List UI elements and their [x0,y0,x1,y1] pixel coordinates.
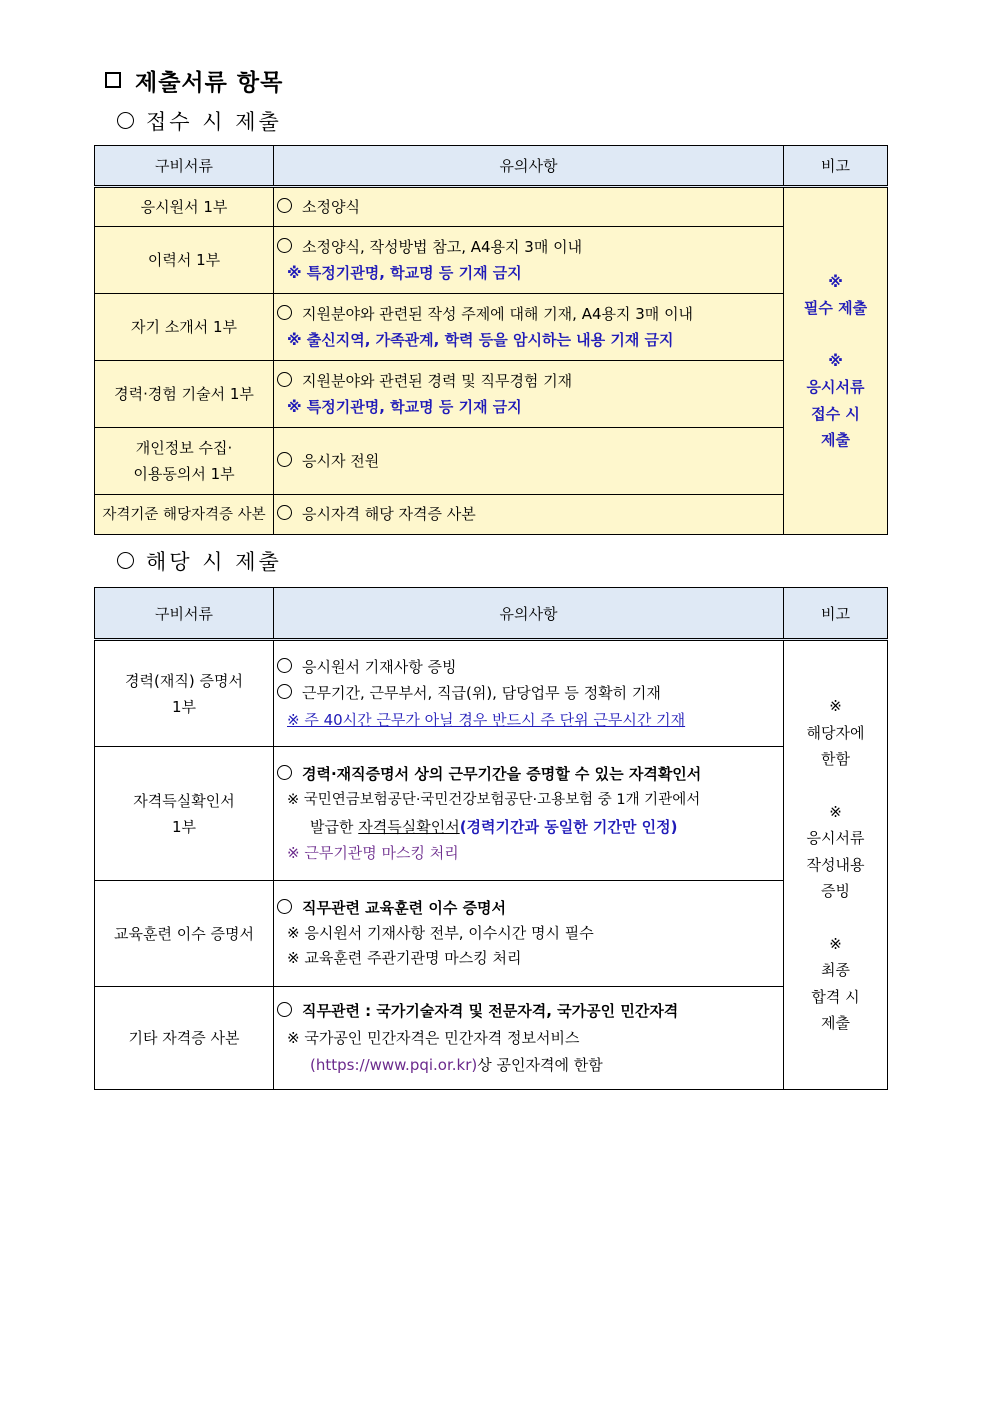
header-remark: 비고 [784,588,888,640]
circle-bullet-icon [277,452,292,467]
table-row [95,747,888,881]
note-cell: 소정양식, 작성방법 참고, A4용지 3매 이내 ※ 특정기관명, 학교명 등 기재 금지 [274,227,784,294]
header-doc: 구비서류 [95,146,274,187]
note-cell: 소정양식 [274,187,784,227]
doc-cell: 개인정보 수집· 이용동의서 1부 [95,428,274,495]
note-cell: 응시원서 기재사항 증빙 근무기간, 근무부서, 직급(위), 담당업무 등 정확히 기재 ※ 주 40시간 근무가 아닐 경우 반드시 주 단위 근무시간 기재 [274,640,784,747]
circle-bullet-icon [277,238,292,253]
section1-table [94,145,888,535]
note-cell: 지원분야와 관련된 경력 및 직무경험 기재 ※ 특정기관명, 학교명 등 기재 금지 [274,361,784,428]
circle-bullet-icon [277,765,292,780]
page-title: 제출서류 항목 [105,64,283,97]
circle-bullet-icon [277,658,292,673]
section1-title: 접수 시 제출 [117,106,282,136]
doc-cell: 자격기준 해당자격증 사본 [95,495,274,535]
header-doc: 구비서류 [95,588,274,640]
note-cell: 경력·재직증명서 상의 근무기간을 증명할 수 있는 자격확인서 ※ 국민연금보험공단·국민건강보험공단·고용보험 중 1개 기관에서 발급한 자격득실확인서(경력기간과 동일한 기간만 인정) ※ 근무기관명 마스킹 처리 [274,747,784,881]
table-header-row [95,146,888,187]
section2-table [94,587,888,1090]
table-row [95,987,888,1090]
table-row [95,187,888,227]
circle-bullet-icon [117,112,134,129]
header-remark: 비고 [784,146,888,187]
header-note: 유의사항 [274,588,784,640]
square-bullet-icon [105,72,121,88]
circle-bullet-icon [277,1002,292,1017]
note-cell: 지원분야와 관련된 작성 주제에 대해 기재, A4용지 3매 이내 ※ 출신지역, 가족관계, 학력 등을 암시하는 내용 기재 금지 [274,294,784,361]
note-cell: 응시자격 해당 자격증 사본 [274,495,784,535]
circle-bullet-icon [277,372,292,387]
table-header-row [95,588,888,640]
doc-cell: 경력·경험 기술서 1부 [95,361,274,428]
doc-cell: 경력(재직) 증명서 1부 [95,640,274,747]
doc-cell: 자격득실확인서 1부 [95,747,274,881]
circle-bullet-icon [277,899,292,914]
header-note: 유의사항 [274,146,784,187]
note-cell: 직무관련 : 국가기술자격 및 전문자격, 국가공인 민간자격 ※ 국가공인 민간자격은 민간자격 정보서비스 (https://www.pqi.or.kr)상 공인자격에 한함 [274,987,784,1090]
remark-cell: ※ 필수 제출 ※ 응시서류 접수 시 제출 [784,187,888,535]
table-row [95,495,888,535]
note-cell: 직무관련 교육훈련 이수 증명서 ※ 응시원서 기재사항 전부, 이수시간 명시 필수 ※ 교육훈련 주관기관명 마스킹 처리 [274,881,784,987]
doc-cell: 이력서 1부 [95,227,274,294]
table-row [95,428,888,495]
circle-bullet-icon [117,552,134,569]
circle-bullet-icon [277,198,292,213]
note-cell: 응시자 전원 [274,428,784,495]
table-row [95,294,888,361]
section2-title: 해당 시 제출 [117,546,282,576]
table-row [95,640,888,747]
doc-cell: 기타 자격증 사본 [95,987,274,1090]
doc-cell: 자기 소개서 1부 [95,294,274,361]
doc-cell: 응시원서 1부 [95,187,274,227]
circle-bullet-icon [277,305,292,320]
doc-cell: 교육훈련 이수 증명서 [95,881,274,987]
table-row [95,227,888,294]
circle-bullet-icon [277,684,292,699]
circle-bullet-icon [277,505,292,520]
remark-cell: ※ 해당자에 한함 ※ 응시서류 작성내용 증빙 ※ 최종 합격 시 제출 [784,640,888,1090]
table-row [95,361,888,428]
table-row [95,881,888,987]
